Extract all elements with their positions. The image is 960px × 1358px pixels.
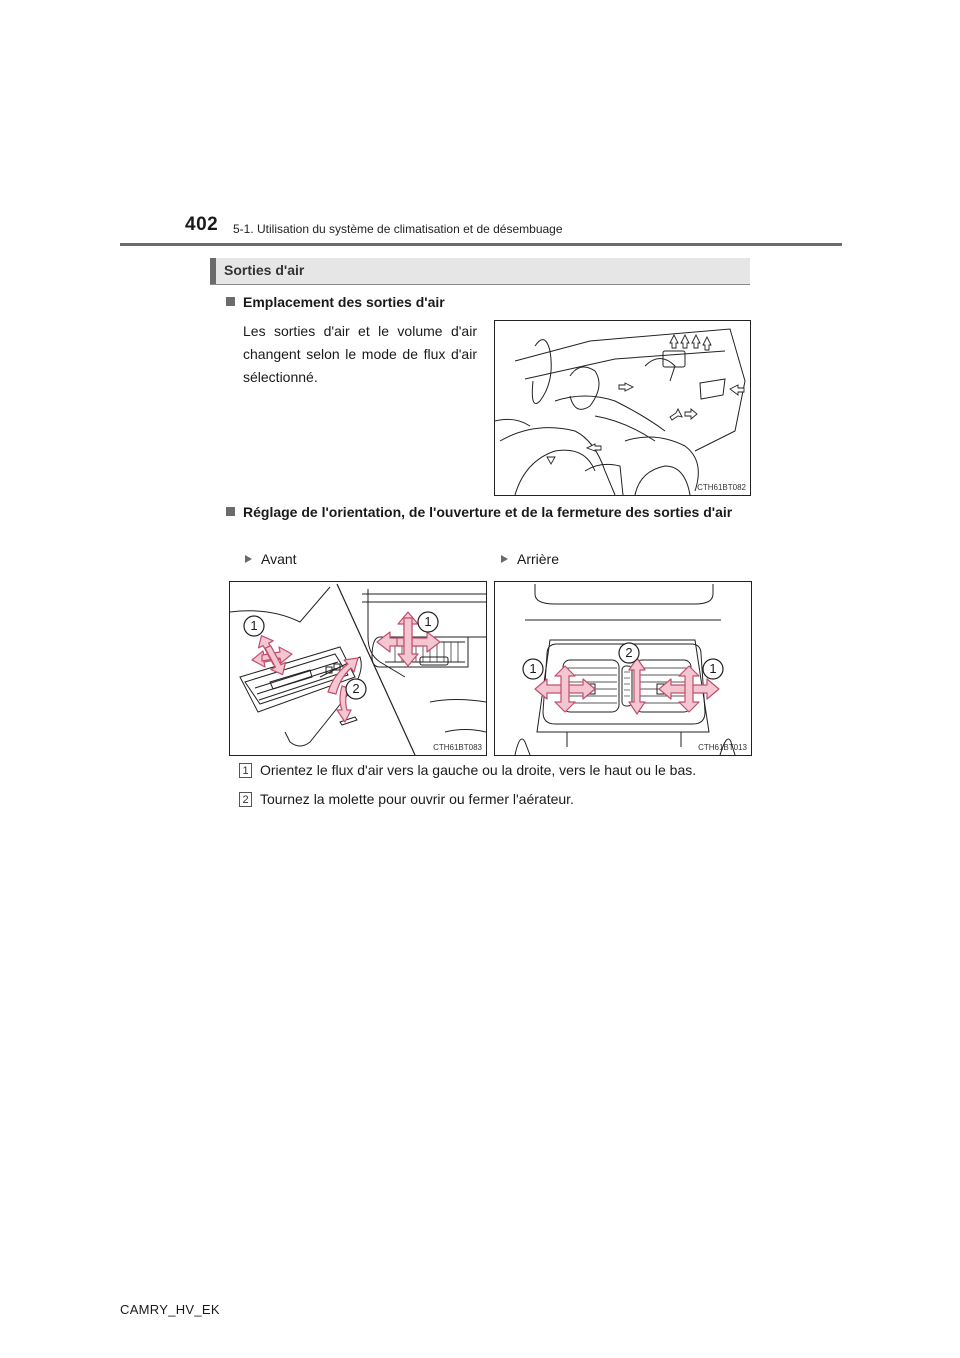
square-bullet-icon [226, 297, 235, 306]
chapter-title: 5-1. Utilisation du système de climatisation et de désembuage [233, 222, 563, 236]
subheading-location-text: Emplacement des sorties d'air [243, 294, 445, 310]
location-description: Les sorties d'air et le volume d'air changent selon le mode de flux d'air sélectionné. [243, 323, 477, 385]
model-code-footer: CAMRY_HV_EK [120, 1302, 220, 1317]
callout-1-front-left: 1 [250, 618, 258, 633]
square-bullet-icon [226, 507, 235, 516]
header-rule [120, 243, 842, 246]
label-front-text: Avant [261, 551, 297, 567]
front-vents-figure [229, 581, 487, 756]
label-front [245, 551, 297, 567]
callout-1-rear-left: 1 [529, 661, 537, 676]
label-rear [501, 551, 559, 567]
legend-number-1: 1 [239, 763, 252, 778]
callout-1-rear-right: 1 [709, 661, 717, 676]
label-rear-text: Arrière [517, 551, 560, 567]
figure-code-location: CTH61BT082 [697, 483, 746, 492]
figure-code-front: CTH61BT083 [433, 743, 482, 752]
subheading-adjustment [226, 500, 746, 524]
section-accent [210, 258, 216, 284]
legend-text-1: Orientez le flux d'air vers la gauche ou la droite, vers le haut ou le bas. [260, 762, 697, 778]
section-title-bar [210, 258, 750, 285]
triangle-bullet-icon [501, 555, 508, 563]
callout-1-front-right: 1 [424, 614, 432, 629]
page-number: 402 [185, 214, 219, 235]
front-vents-illustration [230, 582, 486, 755]
subheading-location [226, 290, 445, 314]
rear-vents-figure [494, 581, 752, 756]
callout-2-rear: 2 [625, 645, 633, 660]
legend-number-2: 2 [239, 792, 252, 807]
figure-code-rear: CTH61BT013 [698, 743, 747, 752]
cabin-illustration [495, 321, 750, 495]
section-title: Sorties d'air [224, 262, 305, 278]
callout-2-front: 2 [352, 681, 360, 696]
subheading-adjustment-text: Réglage de l'orientation, de l'ouverture et de la fermeture des sorties d'air [243, 504, 733, 520]
cabin-airflow-figure [494, 320, 751, 496]
legend-text-2: Tournez la molette pour ouvrir ou fermer l'aérateur. [260, 791, 574, 807]
triangle-bullet-icon [245, 555, 252, 563]
